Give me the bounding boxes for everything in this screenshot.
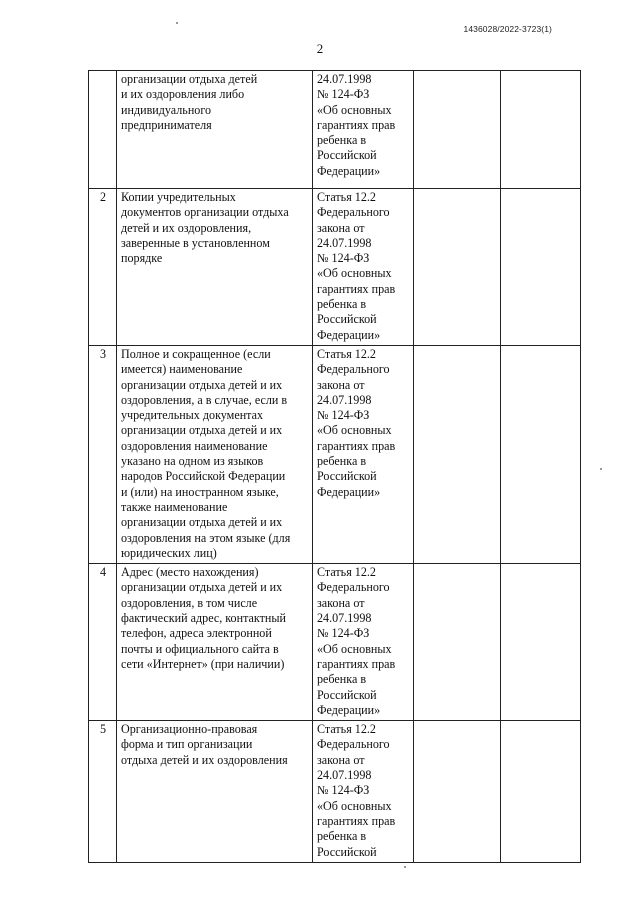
- empty-cell: [414, 346, 501, 564]
- row-number: 5: [89, 721, 117, 863]
- legal-basis: Статья 12.2 Федерального закона от 24.07.1998 № 124-ФЗ «Об основных гарантиях прав ребенка в Российской Федерации»: [313, 189, 414, 346]
- document-description: Адрес (место нахождения) организации отдыха детей и их оздоровления, в том числе фактический адрес, контактный телефон, адреса электронной почты и официального сайта в сети «Интернет» (при наличии): [117, 564, 313, 721]
- documents-table: [88, 70, 581, 863]
- document-number: 1436028/2022-3723(1): [463, 24, 552, 34]
- page-number: 2: [316, 41, 324, 56]
- empty-cell: [414, 564, 501, 721]
- legal-basis: Статья 12.2 Федерального закона от 24.07.1998 № 124-ФЗ «Об основных гарантиях прав ребенка в Российской: [313, 721, 414, 863]
- document-description: Организационно-правовая форма и тип организации отдыха детей и их оздоровления: [117, 721, 313, 863]
- empty-cell: [501, 71, 581, 189]
- table-row: [89, 189, 581, 346]
- row-number: 2: [89, 189, 117, 346]
- row-number: 3: [89, 346, 117, 564]
- row-number: [89, 71, 117, 189]
- document-description: Полное и сокращенное (если имеется) наименование организации отдыха детей и их оздоровления, а в случае, если в учредительных документах организации отдыха детей и их оздоровления наименование указано на одном из языков народов Российской Федерации и (или) на иностранном языке, также наименование организации отдыха детей и их оздоровления на этом языке (для юридических лиц): [117, 346, 313, 564]
- document-description: организации отдыха детей и их оздоровления либо индивидуального предпринимателя: [117, 71, 313, 189]
- empty-cell: [414, 71, 501, 189]
- document-description: Копии учредительных документов организации отдыха детей и их оздоровления, заверенные в установленном порядке: [117, 189, 313, 346]
- scan-speck: [600, 468, 602, 470]
- legal-basis: Статья 12.2 Федерального закона от 24.07.1998 № 124-ФЗ «Об основных гарантиях прав ребенка в Российской Федерации»: [313, 346, 414, 564]
- empty-cell: [501, 564, 581, 721]
- empty-cell: [501, 721, 581, 863]
- table-row: [89, 564, 581, 721]
- row-number: 4: [89, 564, 117, 721]
- empty-cell: [414, 189, 501, 346]
- table-row: [89, 71, 581, 189]
- empty-cell: [414, 721, 501, 863]
- table-row: [89, 346, 581, 564]
- legal-basis: Статья 12.2 Федерального закона от 24.07.1998 № 124-ФЗ «Об основных гарантиях прав ребенка в Российской Федерации»: [313, 564, 414, 721]
- scan-speck: [176, 22, 178, 24]
- empty-cell: [501, 346, 581, 564]
- table-row: [89, 721, 581, 863]
- scan-speck: [404, 866, 406, 868]
- legal-basis: 24.07.1998 № 124-ФЗ «Об основных гарантиях прав ребенка в Российской Федерации»: [313, 71, 414, 189]
- empty-cell: [501, 189, 581, 346]
